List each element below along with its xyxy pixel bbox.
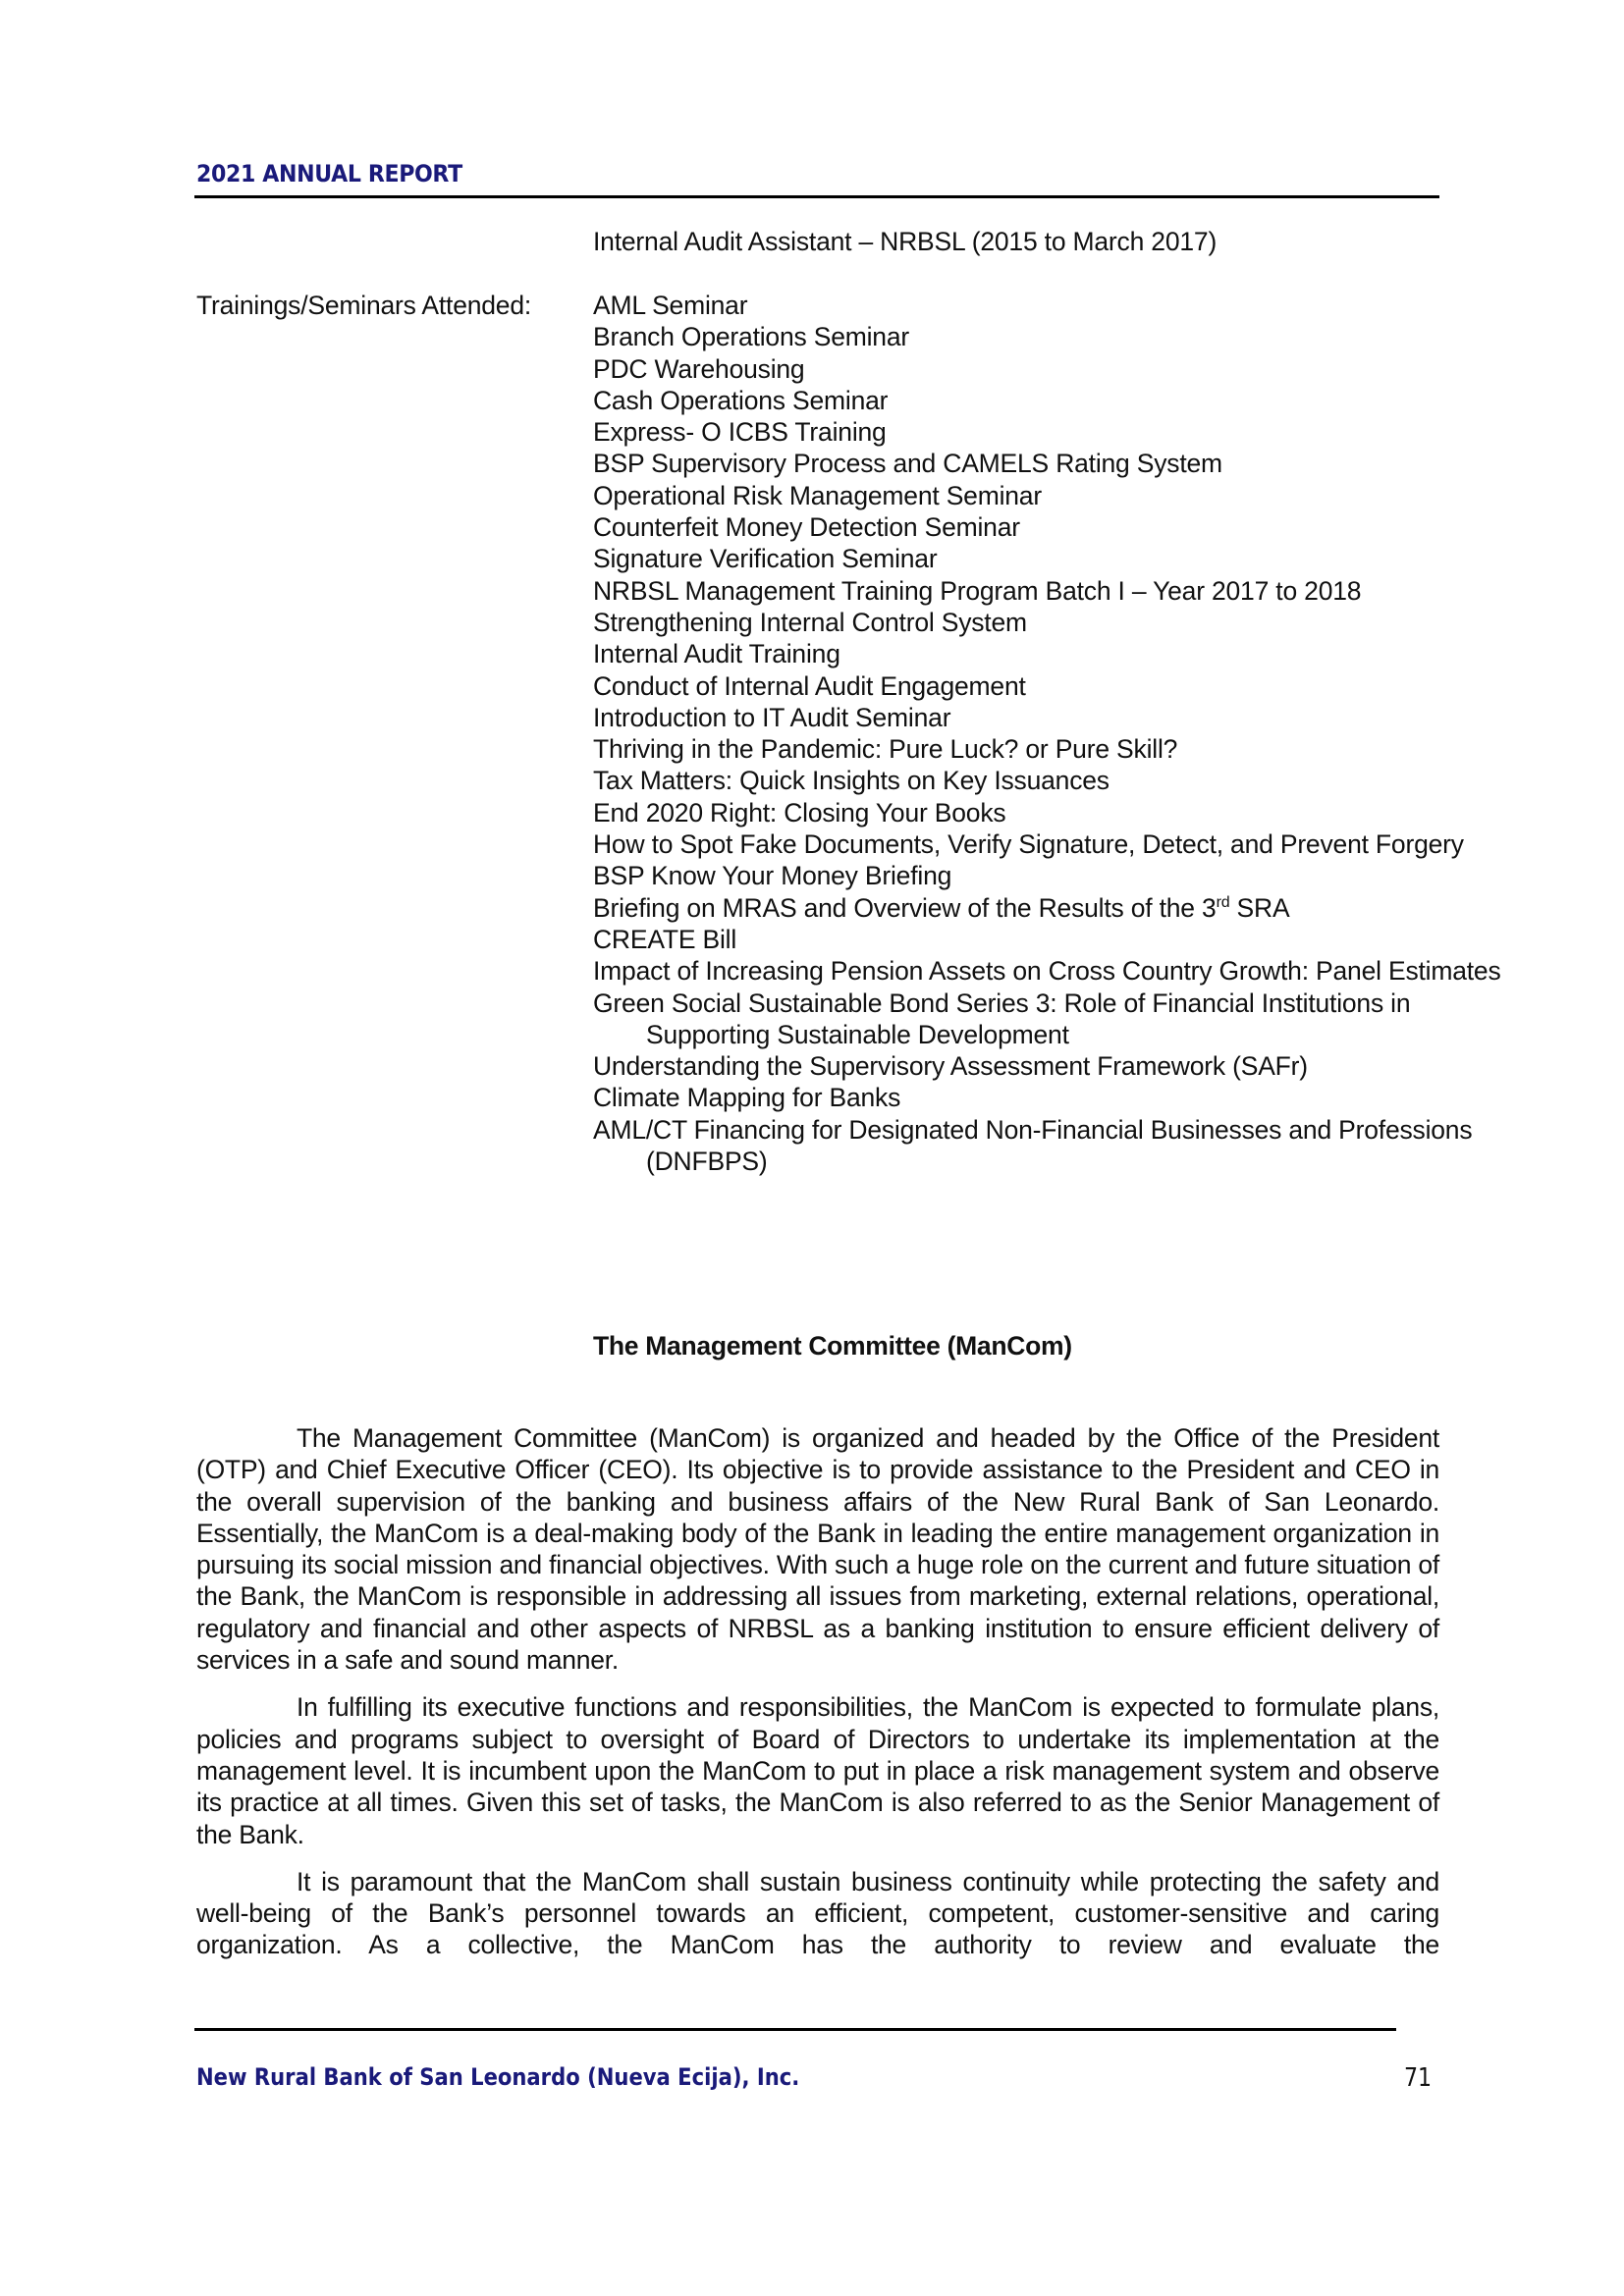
training-item: How to Spot Fake Documents, Verify Signature, Detect, and Prevent Forgery [593,829,1464,860]
footer-divider [194,2028,1396,2031]
training-item: NRBSL Management Training Program Batch I – Year 2017 to 2018 [593,575,1362,606]
trainings-label: Trainings/Seminars Attended: [196,291,532,320]
training-item: Counterfeit Money Detection Seminar [593,512,1020,543]
header-divider [194,195,1439,198]
training-item-text: Briefing on MRAS and Overview of the Results of the 3 [593,892,1217,923]
ordinal-superscript: rd [1216,893,1230,911]
training-item: Cash Operations Seminar [593,385,889,415]
training-item: Conduct of Internal Audit Engagement [593,670,1026,701]
section-heading: The Management Committee (ManCom) [593,1331,1072,1361]
training-item: Signature Verification Seminar [593,544,938,574]
training-item: BSP Know Your Money Briefing [593,861,952,891]
training-item: Impact of Increasing Pension Assets on Cross Country Growth: Panel Estimates [593,956,1501,987]
training-item: Express- O ICBS Training [593,417,887,448]
training-item: Thriving in the Pandemic: Pure Luck? or Pure Skill? [593,734,1178,765]
training-item: Tax Matters: Quick Insights on Key Issuances [593,766,1110,796]
report-header-title: 2021 ANNUAL REPORT [196,160,462,187]
body-paragraph: The Management Committee (ManCom) is organized and headed by the Office of the President (OTP) and Chief Executive Officer (CEO). Its objective is to provide assistance to the President and CEO in the overall supervision of the banking and business affairs of the New Rural Bank of San Leonardo. Essentially, the ManCom is a deal-making body of the Bank in leading the entire management organization in pursuing its social mission and financial objectives. With such a huge role on the current and future situation of the Bank, the ManCom is responsible in addressing all issues from marketing, external relations, operational, regulatory and financial and other aspects of NRBSL as a banking institution to ensure efficient delivery of services in a safe and sound manner. [196,1423,1439,1676]
footer-organization-name: New Rural Bank of San Leonardo (Nueva Ecija), Inc. [196,2063,800,2091]
training-item: Understanding the Supervisory Assessment Framework (SAFr) [593,1051,1308,1082]
training-item: Green Social Sustainable Bond Series 3: Role of Financial Institutions in Supporting Sustainable Development [593,988,1411,1049]
training-item: Branch Operations Seminar [593,322,909,352]
training-item: Strengthening Internal Control System [593,607,1027,637]
position-history-line: Internal Audit Assistant – NRBSL (2015 to March 2017) [593,227,1218,256]
training-item: Operational Risk Management Seminar [593,480,1042,510]
body-paragraph: It is paramount that the ManCom shall sustain business continuity while protecting the safety and well-being of the Bank’s personnel towards an efficient, competent, customer-sensitive and caring organization. As a collective, the ManCom has the authority to review and evaluate the [196,1866,1439,1960]
training-item: BSP Supervisory Process and CAMELS Rating System [593,449,1222,479]
body-paragraph: In fulfilling its executive functions and responsibilities, the ManCom is expected to formulate plans, policies and programs subject to oversight of Board of Directors to undertake its implementation at the management level. It is incumbent upon the ManCom to put in place a risk management system and observe its practice at all times. Given this set of tasks, the ManCom is also referred to as the Senior Management of the Bank. [196,1692,1439,1849]
training-item: End 2020 Right: Closing Your Books [593,797,1006,828]
training-item: PDC Warehousing [593,353,805,384]
training-item: AML Seminar [593,291,748,320]
training-item: Climate Mapping for Banks [593,1083,901,1113]
trainings-list [593,290,1510,1177]
training-item [593,892,1510,924]
section-body [196,1422,1439,1977]
training-item: Internal Audit Training [593,639,840,669]
training-item: AML/CT Financing for Designated Non-Financial Businesses and Professions (DNFBPS) [593,1114,1473,1177]
training-item-text: SRA [1229,892,1290,923]
page-number: 71 [1404,2063,1433,2093]
training-item: Introduction to IT Audit Seminar [593,702,951,732]
training-item: CREATE Bill [593,924,737,954]
